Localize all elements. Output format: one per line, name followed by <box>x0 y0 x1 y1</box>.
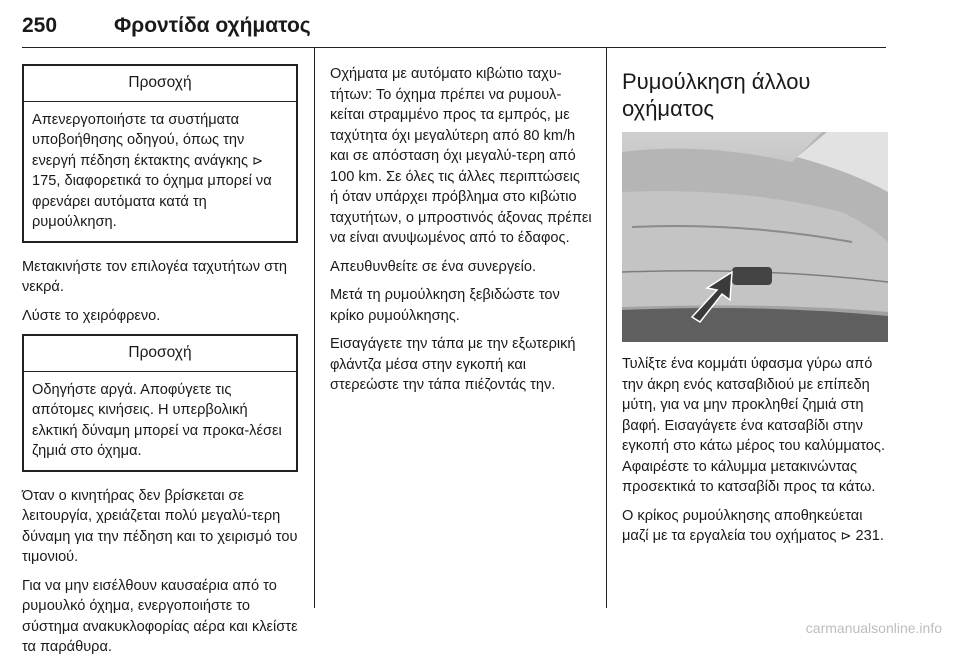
arrow-ref-icon: ⊳ <box>840 528 852 543</box>
column-3 <box>622 68 888 555</box>
caution-text: Απενεργοποιήστε τα συστήματα υποβοήθησης οδηγού, όπως την ενεργή πέδηση έκτακτης ανάγκης <box>32 111 249 169</box>
paragraph: Τυλίξτε ένα κομμάτι ύφασμα γύρω από την άκρη ενός κατσαβιδιού με επίπεδη μύτη, για να μην προκληθεί ζημιά στη βαφή. Εισαγάγετε ένα κατσαβίδι στην εγκοπή στο κάτω μέρος του καλύμματος. Αφαιρέστε το κάλυμμα μετακινώντας προσεκτικά το κατσαβίδι προς τα κάτω. <box>622 356 886 495</box>
paragraph: Οχήματα με αυτόματο κιβώτιο ταχυ-τήτων: Το όχημα πρέπει να ρυμουλ-κείται στραμμένο προς τα εμπρός, με ταχύτητα όχι μεγαλύτερη από 80 km/h και σε απόσταση όχι μεγαλύ-τερη από 100 km. Σε όλες τις άλλες περιπτώσεις ή όταν υπάρχει πρόβλημα στο κιβώτιο ταχυτήτων, ο μπροστινός άξονας πρέπει να είναι ανυψωμένος από το έδαφος. <box>330 66 592 246</box>
page-number: 250 <box>22 14 58 37</box>
caution-body <box>24 102 296 241</box>
watermark: carmanualsonline.info <box>805 620 942 636</box>
rear-bumper-illustration <box>622 132 888 342</box>
caution-heading: Προσοχή <box>24 66 296 102</box>
paragraph: Μετακινήστε τον επιλογέα ταχυτήτων στη νεκρά. <box>22 258 287 295</box>
caution-box-2 <box>22 334 298 472</box>
paragraph-text: Ο κρίκος ρυμούλκησης αποθηκεύεται μαζί με τα εργαλεία του οχήματος <box>622 507 863 544</box>
caution-body: Οδηγήστε αργά. Αποφύγετε τις απότομες κινήσεις. Η υπερβολική ελκτική δύναμη μπορεί να προκα-λέσει ζημιά στο όχημα. <box>32 381 282 459</box>
column-divider-1 <box>314 48 315 608</box>
paragraph: Όταν ο κινητήρας δεν βρίσκεται σε λειτουργία, χρειάζεται πολύ μεγαλύ-τερη δύναμη για την πέδηση και το χειρισμό του τιμονιού. <box>22 487 298 565</box>
column-1 <box>22 64 298 666</box>
column-2 <box>330 64 592 404</box>
page-header <box>22 14 886 48</box>
paragraph: Μετά τη ρυμούλκηση ξεβιδώστε τον κρίκο ρυμούλκησης. <box>330 287 560 324</box>
section-heading: Ρυμούλκηση άλλου οχήματος <box>622 69 811 121</box>
caution-text: , διαφορετικά το όχημα μπορεί να φρενάρει αυτόματα κατά τη ρυμούλκηση. <box>32 173 272 230</box>
paragraph: Απευθυνθείτε σε ένα συνεργείο. <box>330 258 537 275</box>
paragraph <box>622 506 888 547</box>
page-ref-number: 231 <box>855 528 880 544</box>
paragraph: Εισαγάγετε την τάπα με την εξωτερική φλάντζα μέσα στην εγκοπή και στερεώστε την τάπα πιέζοντάς την. <box>330 336 576 393</box>
header-rule <box>22 47 886 48</box>
arrow-ref-icon: ⊳ <box>252 152 264 168</box>
page-ref-link[interactable] <box>841 528 880 544</box>
caution-heading: Προσοχή <box>24 336 296 372</box>
column-divider-2 <box>606 48 607 608</box>
paragraph: Για να μην εισέλθουν καυσαέρια από το ρυμουλκό όχημα, ενεργοποιήστε το σύστημα ανακυκλοφορίας αέρα και κλείστε τα παράθυρα. <box>22 577 298 655</box>
page-ref-number: 175 <box>32 173 57 189</box>
paragraph: Λύστε το χειρόφρενο. <box>22 307 161 324</box>
caution-box-1 <box>22 64 298 243</box>
paragraph-text: . <box>879 528 884 544</box>
page-title: Φροντίδα οχήματος <box>114 14 311 37</box>
